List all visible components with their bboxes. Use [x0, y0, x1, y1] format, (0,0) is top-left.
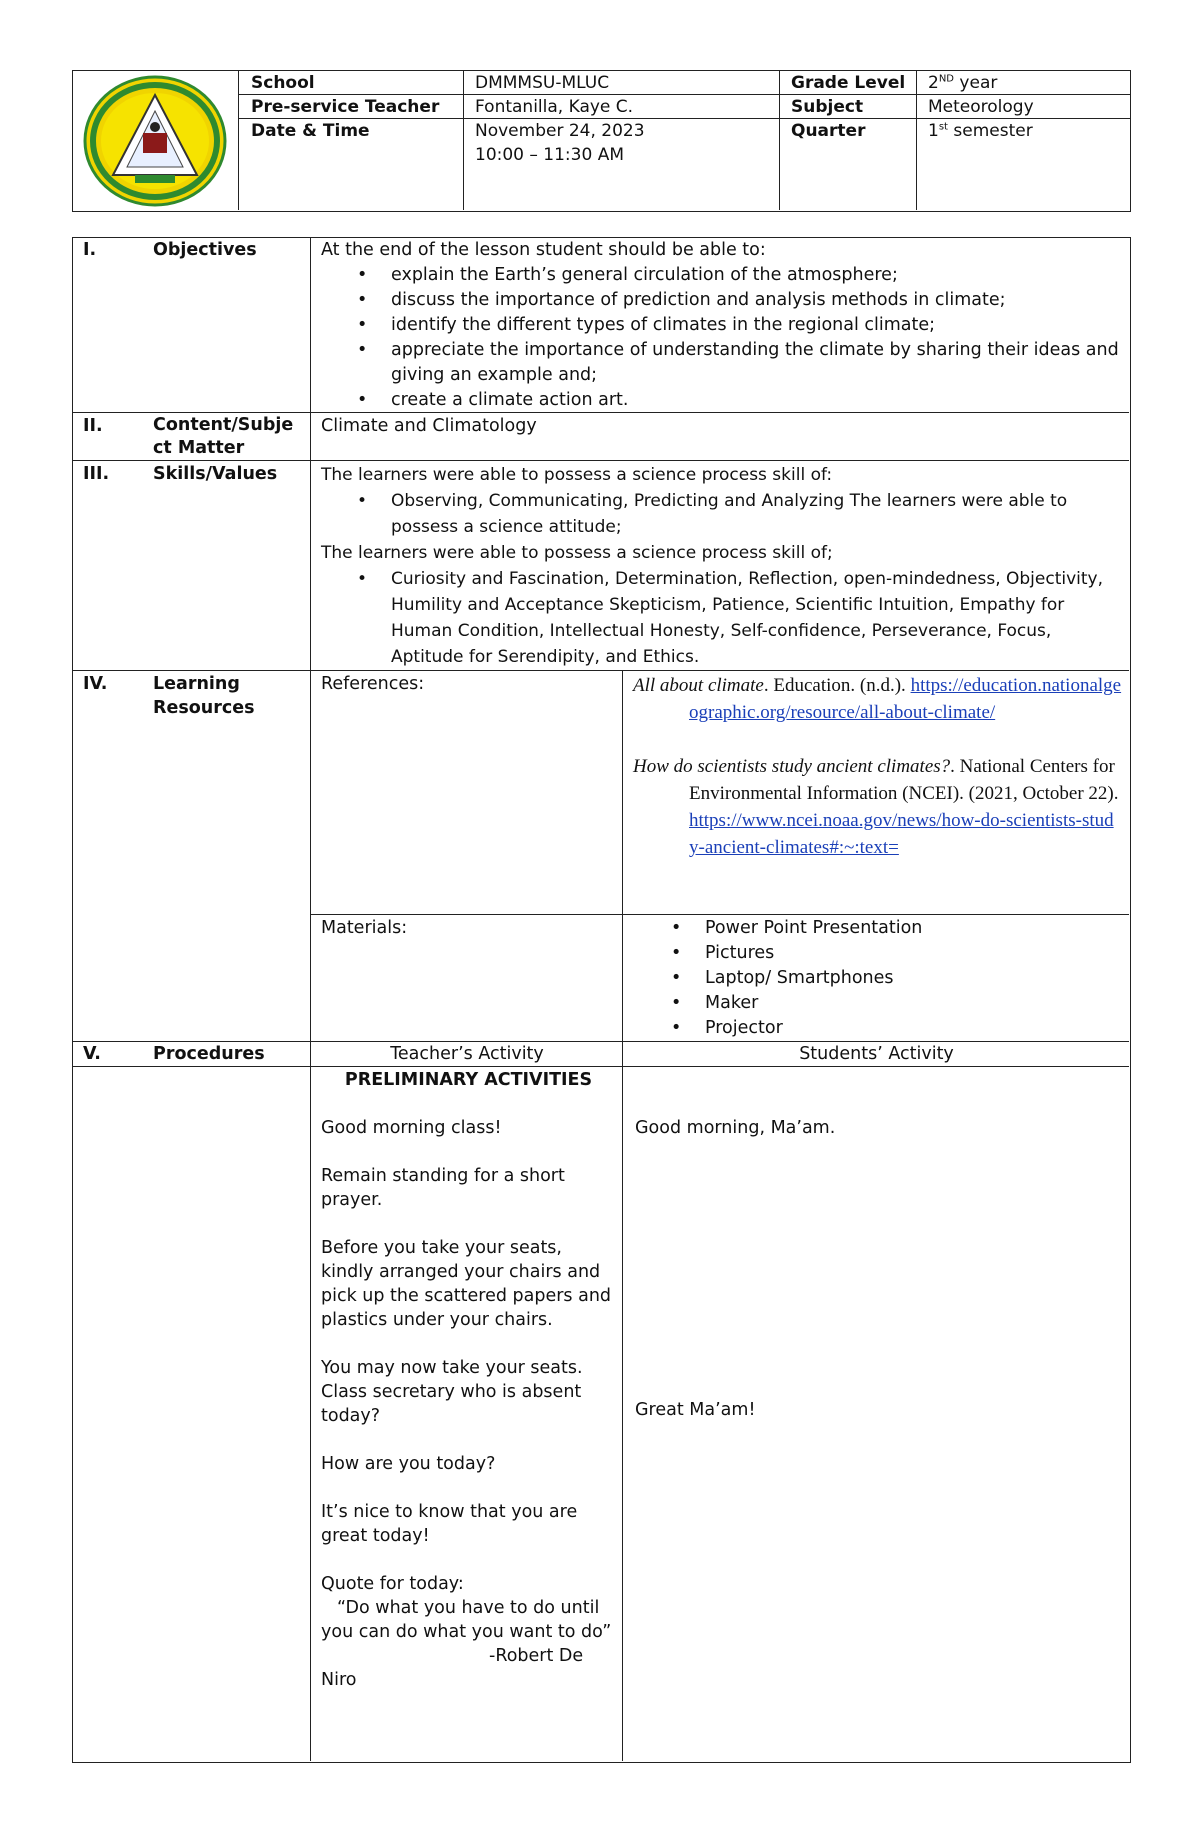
teacher-line: Remain standing for a short prayer. — [321, 1166, 565, 1210]
section-num: IV. — [83, 674, 108, 694]
list-item: • Power Point Presentation — [663, 916, 1105, 941]
teacher-line: It’s nice to know that you are great today! — [321, 1502, 578, 1546]
values-list — [321, 566, 1121, 670]
reference-title: All about climate — [633, 675, 764, 696]
reference-entry: All about climate. Education. (n.d.). https://education.nationalgeographic.org/resource/all-about-climate/ — [633, 675, 1122, 723]
references-label: References: — [321, 674, 425, 694]
student-line: Great Ma’am! — [635, 1400, 756, 1420]
skills-intro: The learners were able to possess a science process skill of: — [321, 465, 833, 485]
school-label: School — [251, 73, 315, 93]
teacher-line: Good morning class! — [321, 1118, 502, 1138]
teacher-activity — [321, 1068, 616, 1692]
divider — [622, 670, 623, 1761]
list-item: • identify the different types of climates in the regional climate; — [321, 313, 1121, 338]
school-seal-logo — [73, 71, 238, 210]
references-list — [633, 672, 1123, 861]
reference-link[interactable]: https://www.ncei.noaa.gov/news/how-do-scientists-study-ancient-climates#:~:text= — [689, 810, 1114, 858]
list-item: • explain the Earth’s general circulation of the atmosphere; — [321, 263, 1121, 288]
teacher-label: Pre-service Teacher — [251, 97, 440, 117]
objectives-intro: At the end of the lesson student should be able to: — [321, 240, 766, 260]
reference-title: How do scientists study ancient climates? — [633, 756, 951, 777]
materials-label: Materials: — [321, 918, 408, 938]
materials-list — [625, 916, 1105, 1041]
list-item: • Maker — [663, 991, 1105, 1016]
prelim-title: PRELIMINARY ACTIVITIES — [344, 1070, 593, 1090]
date-time-label: Date & Time — [251, 121, 370, 141]
section-num: II. — [83, 416, 103, 436]
section-title: Content/Subje ct Matter — [153, 415, 294, 458]
list-item: • Curiosity and Fascination, Determination, Reflection, open-mindedness, Objectivity, Humility and Acceptance Skepticism, Patience, Scientific Intuition, Empathy for Human Condition, Intellectual Honesty, Self-confidence, Perseverance, Focus, Aptitude for Serendipity, and Ethics. — [321, 566, 1121, 670]
date-value: November 24, 2023 — [475, 121, 645, 141]
divider — [73, 670, 1129, 671]
grade-level-label: Grade Level — [791, 73, 906, 93]
reference-entry: How do scientists study ancient climates?. National Centers for Environmental Information (NCEI). (2021, October 22). https://www.ncei.noaa.gov/news/how-do-scientists-study-ancient-climates#:~:text= — [633, 756, 1119, 858]
teacher-value: Fontanilla, Kaye C. — [475, 97, 634, 117]
list-item: • Observing, Communicating, Predicting and Analyzing The learners were able to possess a science attitude; — [321, 488, 1121, 540]
section-num: III. — [83, 464, 110, 484]
logo-cell — [73, 71, 239, 210]
quote-text: “Do what you have to do until you can do what you want to do” — [321, 1598, 612, 1642]
reference-link[interactable]: https://education.nationalgeographic.org/resource/all-about-climate/ — [689, 675, 1122, 723]
time-value: 10:00 – 11:30 AM — [475, 145, 624, 165]
teacher-line: Before you take your seats, kindly arranged your chairs and pick up the scattered papers and plastics under your chairs. — [321, 1238, 612, 1330]
list-item: • Laptop/ Smartphones — [663, 966, 1105, 991]
list-item: • appreciate the importance of understanding the climate by sharing their ideas and giving an example and; — [321, 338, 1121, 388]
materials-content — [625, 916, 1105, 1041]
divider — [463, 71, 464, 210]
quote-label: Quote for today: — [321, 1574, 464, 1594]
skills-content — [321, 462, 1121, 670]
section-num: V. — [83, 1044, 101, 1064]
quarter-value: 1st semester — [928, 121, 1033, 141]
objectives-content — [321, 238, 1121, 413]
subject-value: Meteorology — [928, 97, 1034, 117]
section-title: Learning Resources — [153, 674, 255, 718]
divider — [310, 914, 1129, 915]
content-value: Climate and Climatology — [321, 416, 537, 436]
divider — [73, 460, 1129, 461]
teacher-line: How are you today? — [321, 1454, 496, 1474]
list-item: • Pictures — [663, 941, 1105, 966]
skills-list — [321, 488, 1121, 540]
list-item: • discuss the importance of prediction and analysis methods in climate; — [321, 288, 1121, 313]
section-num: I. — [83, 240, 97, 260]
header-table — [72, 70, 1131, 212]
lesson-table — [72, 237, 1131, 1763]
objectives-list — [321, 263, 1121, 413]
quarter-label: Quarter — [791, 121, 866, 141]
section-title: Objectives — [153, 240, 257, 260]
teacher-line: You may now take your seats. Class secretary who is absent today? — [321, 1358, 583, 1426]
section-title: Procedures — [153, 1044, 265, 1064]
teacher-activity-header: Teacher’s Activity — [390, 1044, 544, 1064]
divider — [310, 238, 311, 1761]
student-line: Good morning, Ma’am. — [635, 1118, 836, 1138]
divider — [916, 71, 917, 210]
list-item: • Projector — [663, 1016, 1105, 1041]
grade-level-value: 2ND year — [928, 73, 998, 93]
skills-intro: The learners were able to possess a science process skill of; — [321, 543, 833, 563]
student-activity-header: Students’ Activity — [799, 1044, 954, 1064]
subject-label: Subject — [791, 97, 864, 117]
quote-author: Niro — [321, 1670, 357, 1690]
quote-author: -Robert De — [489, 1646, 584, 1666]
section-title: Skills/Values — [153, 464, 278, 484]
school-value: DMMMSU-MLUC — [475, 73, 610, 93]
divider — [779, 71, 780, 210]
list-item: • create a climate action art. — [321, 388, 1121, 413]
